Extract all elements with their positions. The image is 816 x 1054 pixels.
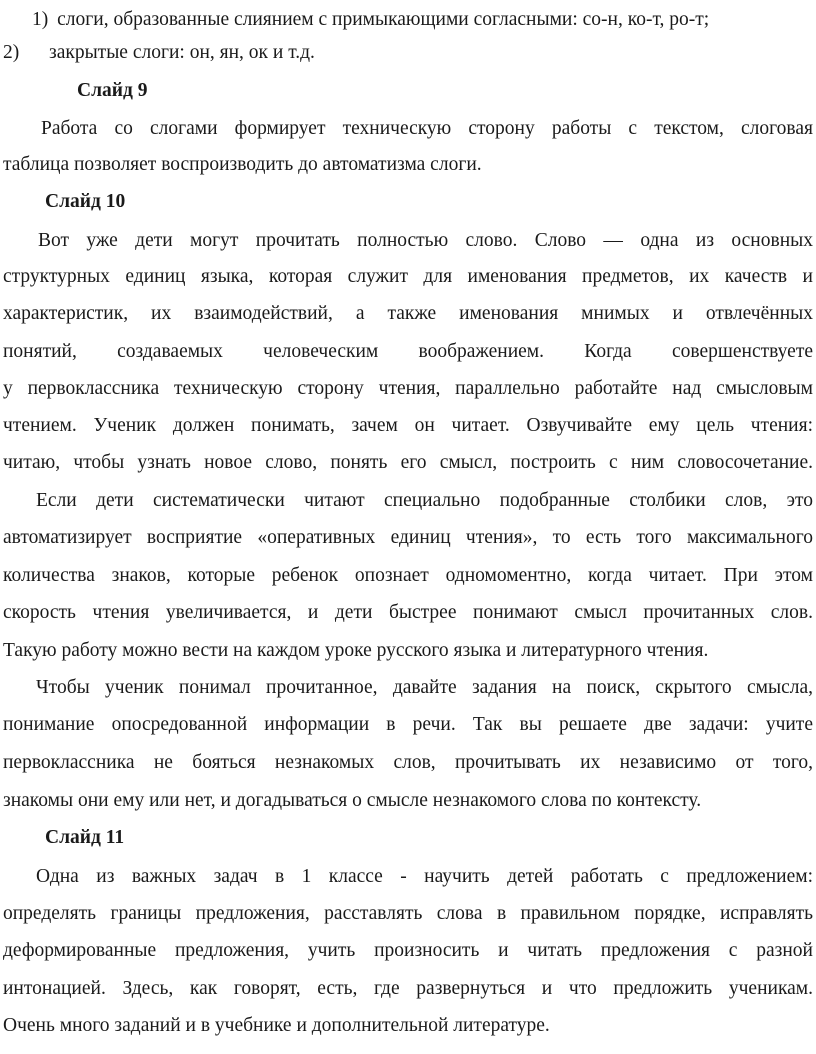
slide-10-heading: Слайд 10 <box>45 191 126 212</box>
slide-11-heading: Слайд 11 <box>45 827 125 848</box>
paragraph-line: Работа со слогами формирует техническую сторону работы с текстом, слоговая <box>41 118 813 139</box>
paragraph-line: Очень много заданий и в учебнике и дополнительной литературе. <box>3 1015 550 1036</box>
paragraph-line: автоматизирует восприятие «оперативных единиц чтения», то есть того максимального <box>3 527 813 548</box>
paragraph-line: интонацией. Здесь, как говорят, есть, где развернуться и что предложить ученикам. <box>3 978 813 999</box>
list-text: закрытые слоги: он, ян, ок и т.д. <box>49 42 315 63</box>
paragraph-line: первоклассника не бояться незнакомых слов, прочитывать их независимо от того, <box>3 752 813 773</box>
paragraph-line: понятий, создаваемых человеческим воображением. Когда совершенствуете <box>3 341 813 362</box>
paragraph-line: Такую работу можно вести на каждом уроке русского языка и литературного чтения. <box>3 640 709 661</box>
paragraph-line: Одна из важных задач в 1 классе - научить детей работать с предложением: <box>36 866 813 887</box>
paragraph-line: у первоклассника техническую сторону чтения, параллельно работайте над смысловым <box>3 378 813 399</box>
paragraph-line: Если дети систематически читают специально подобранные столбики слов, это <box>36 490 813 511</box>
paragraph-line: определять границы предложения, расставлять слова в правильном порядке, исправлять <box>3 903 813 924</box>
list-text: слоги, образованные слиянием с примыкающими согласными: со-н, ко-т, ро-т; <box>57 9 710 30</box>
paragraph-line: количества знаков, которые ребенок опознает одномоментно, когда читает. При этом <box>3 565 813 586</box>
list-item-1 <box>32 8 812 32</box>
list-item-2 <box>3 41 813 65</box>
paragraph-line: характеристик, их взаимодействий, а также именования мнимых и отвлечённых <box>3 303 813 324</box>
list-number: 2) <box>3 42 20 63</box>
paragraph-line: чтением. Ученик должен понимать, зачем он читает. Озвучивайте ему цель чтения: <box>3 415 813 436</box>
paragraph-line: Чтобы ученик понимал прочитанное, давайте задания на поиск, скрытого смысла, <box>36 677 813 698</box>
paragraph-line: структурных единиц языка, которая служит для именования предметов, их качеств и <box>3 266 813 287</box>
paragraph-line: читаю, чтобы узнать новое слово, понять его смысл, построить с ним словосочетание. <box>3 452 813 473</box>
paragraph-line: деформированные предложения, учить произносить и читать предложения с разной <box>3 940 813 961</box>
paragraph-line: скорость чтения увеличивается, и дети быстрее понимают смысл прочитанных слов. <box>3 602 813 623</box>
list-number: 1) <box>32 9 49 30</box>
paragraph-line: знакомы они ему или нет, и догадываться о смысле незнакомого слова по контексту. <box>3 790 702 811</box>
paragraph-line: понимание опосредованной информации в речи. Так вы решаете две задачи: учите <box>3 714 813 735</box>
paragraph-line: Вот уже дети могут прочитать полностью слово. Слово — одна из основных <box>38 230 813 251</box>
slide-9-heading: Слайд 9 <box>77 80 148 101</box>
paragraph-line: таблица позволяет воспроизводить до автоматизма слоги. <box>3 154 482 175</box>
